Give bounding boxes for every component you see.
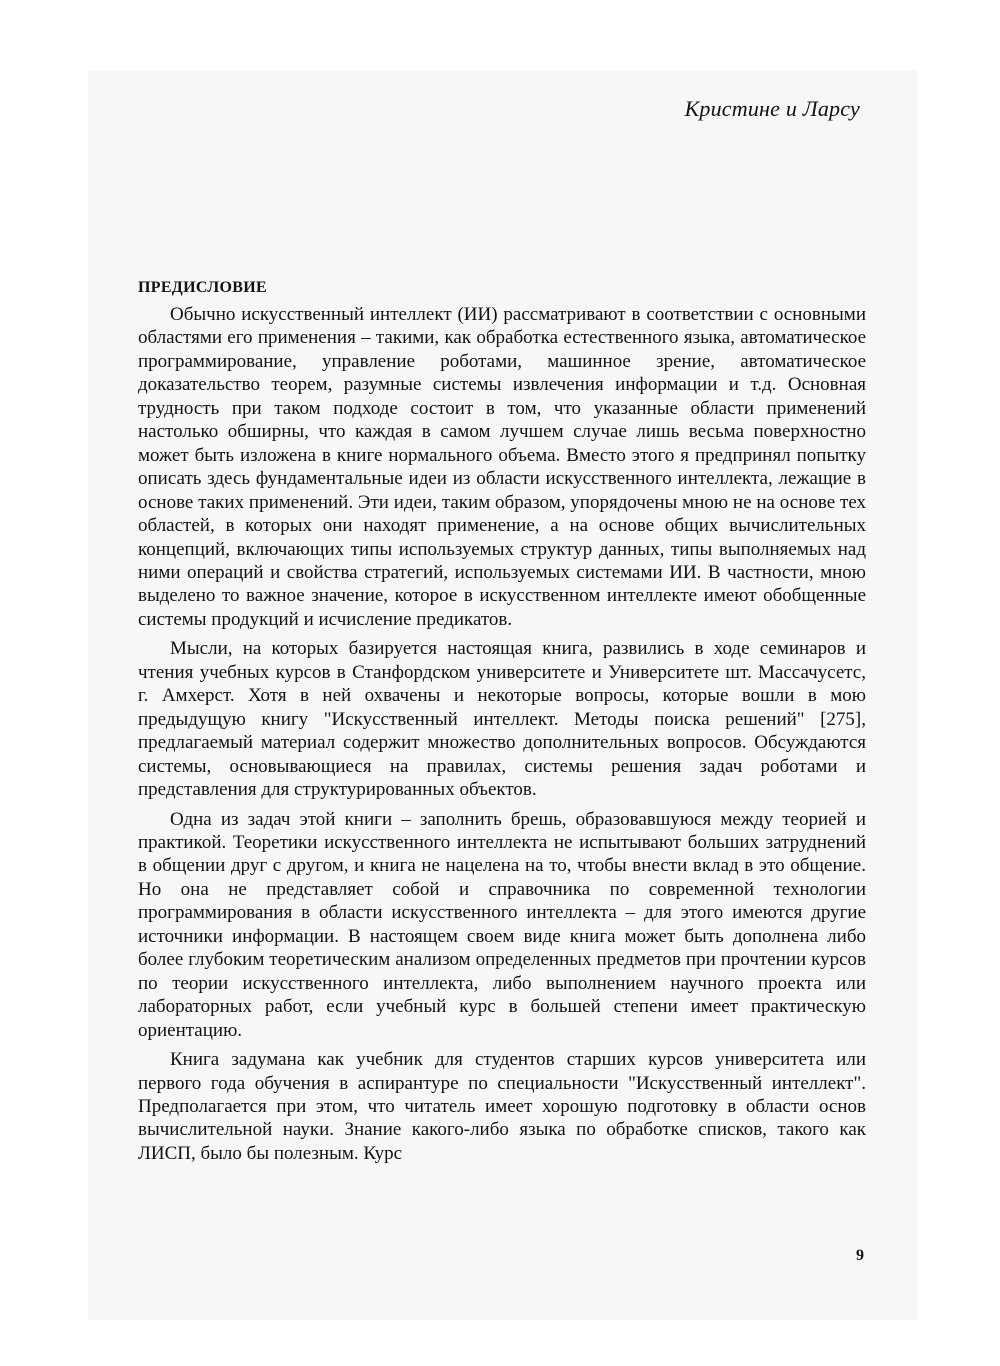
page-number: 9 — [856, 1247, 864, 1264]
paragraph: Мысли, на которых базируется настоящая книга, развились в ходе семинаров и чтения учебных курсов в Станфордском университете и Университете шт. Массачусетс, г. Амхерст. Хотя в ней охвачены и некоторые вопросы, которые вошли в мою предыдущую книгу "Искусственный интеллект. Методы поиска решений" [275], предлагаемый материал содержит множество дополнительных вопросов. Обсуждаются системы, основывающиеся на правилах, системы решения задач роботами и представления для структурированных объектов. — [138, 638, 866, 801]
paragraph: Одна из задач этой книги – заполнить брешь, образовавшуюся между теорией и практикой. Теоретики искусственного интеллекта не испытывают больших затруднений в общении друг с другом, и книга не нацелена на то, чтобы внести вклад в это общение. Но она не представляет собой и справочника по современной технологии программирования в области искусственного интеллекта – для этого имеются другие источники информации. В настоящем своем виде книга может быть дополнена либо более глубоким теоретическим анализом определенных предметов при прочтении курсов по теории искусственного интеллекта, либо выполнением научного проекта или лабораторных работ, если учебный курс в большей степени имеет практическую ориентацию. — [138, 808, 866, 1041]
dedication: Кристине и Ларсу — [684, 96, 860, 121]
section-heading: ПРЕДИСЛОВИЕ — [138, 279, 267, 296]
body-text — [138, 303, 866, 1171]
paragraph: Обычно искусственный интеллект (ИИ) рассматривают в соответствии с основными областями его применения – такими, как обработка естественного языка, автоматическое программирование, управление роботами, машинное зрение, автоматическое доказательство теорем, разумные системы извлечения информации и т.д. Основная трудность при таком подходе состоит в том, что указанные области применений настолько обширны, что каждая в самом лучшем случае лишь весьма поверхностно может быть изложена в книге нормального объема. Вместо этого я предпринял попытку описать здесь фундаментальные идеи из области искусственного интеллекта, лежащие в основе таких применений. Эти идеи, таким образом, упорядочены мною не на основе тех областей, в которых они находят применение, а на основе общих вычислительных концепций, включающих типы используемых структур данных, типы выполняемых над ними операций и свойства стратегий, используемых системами ИИ. В частности, мною выделено то важное значение, которое в искусственном интеллекте имеют обобщенные системы продукций и исчисление предикатов. — [138, 304, 866, 630]
paragraph: Книга задумана как учебник для студентов старших курсов университета или первого года обучения в аспирантуре по специальности "Искусственный интеллект". Предполагается при этом, что читатель имеет хорошую подготовку в области основ вычислительной науки. Знание какого-либо языка по обработке списков, такого как ЛИСП, было бы полезным. Курс — [138, 1049, 866, 1164]
